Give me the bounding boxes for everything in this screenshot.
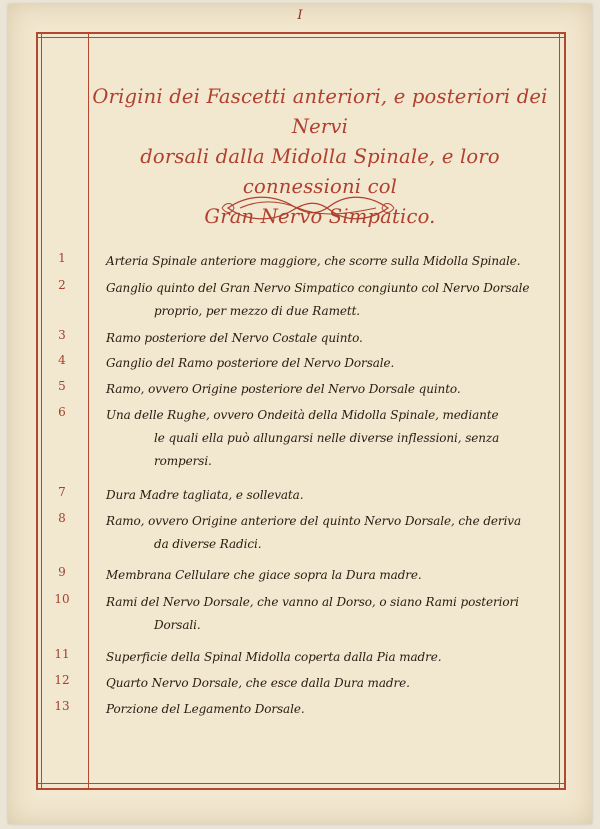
frame-right-rule <box>564 32 566 790</box>
legend-number: 12 <box>54 673 70 687</box>
legend-number: 1 <box>58 251 66 265</box>
legend-number: 11 <box>54 647 70 661</box>
legend-text: Superficie della Spinal Midolla coperta dalla Pia madre. <box>106 650 442 664</box>
title-line-3: Gran Nervo Simpatico. <box>204 205 436 228</box>
frame-bottom-inner-rule <box>36 783 566 784</box>
title-line-2: dorsali dalla Midolla Spinale, e loro connessioni col <box>140 145 500 198</box>
frame-top-inner-rule <box>36 37 566 38</box>
frame-bottom-rule <box>36 788 566 790</box>
legend-number: 2 <box>58 278 66 292</box>
legend-number: 4 <box>58 353 66 367</box>
legend-text: Rami del Nervo Dorsale, che vanno al Dorso, o siano Rami posteriori Dorsali. <box>106 595 519 632</box>
legend-number: 3 <box>58 328 66 342</box>
legend-text: Membrana Cellulare che giace sopra la Dura madre. <box>106 568 422 582</box>
legend-text: Quarto Nervo Dorsale, che esce dalla Dura madre. <box>106 676 410 690</box>
page-number: I <box>297 8 303 23</box>
legend-text: Ramo, ovvero Origine anteriore del quinto Nervo Dorsale, che deriva da diverse Radici. <box>106 514 522 551</box>
legend-text: Arteria Spinale anteriore maggiore, che scorre sulla Midolla Spinale. <box>106 254 521 268</box>
legend-number: 13 <box>54 699 70 713</box>
legend-text: Ganglio del Ramo posteriore del Nervo Dorsale. <box>106 356 395 370</box>
legend-number: 8 <box>58 511 66 525</box>
legend-number: 7 <box>58 485 66 499</box>
legend-text: Ganglio quinto del Gran Nervo Simpatico congiunto col Nervo Dorsale proprio, per mezzo di due Ramett. <box>106 281 530 318</box>
frame-top-rule <box>36 32 566 34</box>
legend-number: 9 <box>58 565 66 579</box>
legend-number: 10 <box>54 592 70 606</box>
legend-text: Ramo posteriore del Nervo Costale quinto. <box>106 331 363 345</box>
legend-number: 5 <box>58 379 66 393</box>
legend-number: 6 <box>58 405 66 419</box>
legend-text: Dura Madre tagliata, e sollevata. <box>106 488 304 502</box>
calligraphic-flourish <box>218 188 398 228</box>
legend-text: Una delle Rughe, ovvero Ondeità della Midolla Spinale, mediante le quali ella può allungarsi nelle diverse inflessioni, senza rompersi. <box>106 408 500 468</box>
legend-text: Porzione del Legamento Dorsale. <box>106 702 305 716</box>
legend-text: Ramo, ovvero Origine posteriore del Nervo Dorsale quinto. <box>106 382 461 396</box>
title-line-1: Origini dei Fascetti anteriori, e posteriori dei Nervi <box>92 85 548 138</box>
frame-left-rule <box>36 32 38 790</box>
